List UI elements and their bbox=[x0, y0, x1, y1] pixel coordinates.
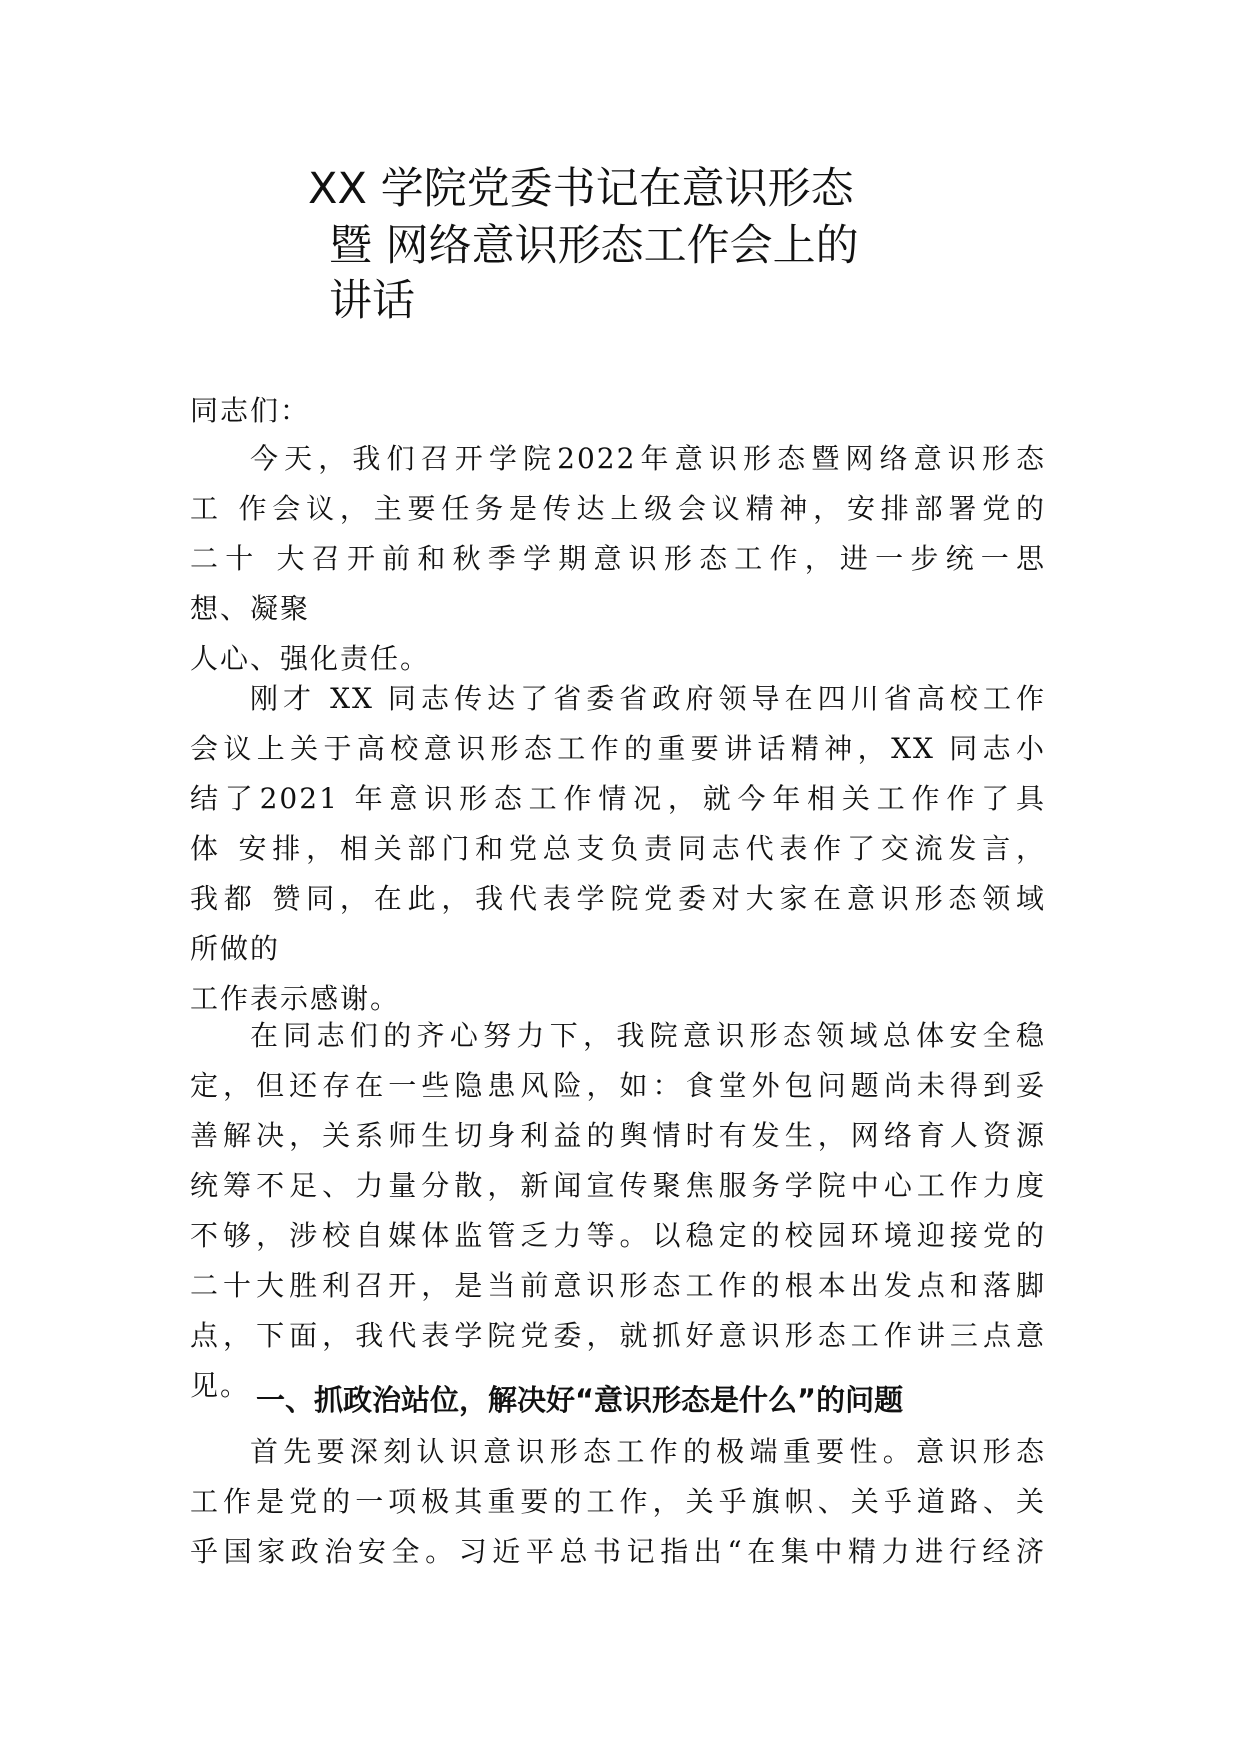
greeting-text: 同志们： bbox=[190, 394, 311, 427]
section-paragraph bbox=[190, 1427, 1046, 1577]
paragraph-line: 在同志们的齐心努力下，我院意识形态领域总体安全稳 bbox=[250, 1019, 1046, 1052]
paragraph-line: 工 作会议，主要任务是传达上级会议精神，安排部署党的 bbox=[190, 492, 1046, 525]
paragraph-line: 见。 bbox=[190, 1369, 251, 1402]
paragraph-line: 二十大胜利召开，是当前意识形态工作的根本出发点和落脚 bbox=[190, 1269, 1046, 1302]
paragraph-line: 今天，我们召开学院2022年意识形态暨网络意识形态 bbox=[250, 442, 1046, 475]
paragraph-line: 体 安排，相关部门和党总支负责同志代表作了交流发言， bbox=[190, 832, 1046, 865]
paragraph-line: 结了2021 年意识形态工作情况，就今年相关工作作了具 bbox=[190, 782, 1046, 815]
paragraph-line: 想、凝聚 bbox=[190, 592, 311, 625]
greeting bbox=[190, 386, 1046, 436]
paragraph-line: 工作是党的一项极其重要的工作，关乎旗帜、关乎道路、关 bbox=[190, 1485, 1046, 1518]
paragraph-line: 不够，涉校自媒体监管乏力等。以稳定的校园环境迎接党的 bbox=[190, 1219, 1046, 1252]
paragraph-line: 统筹不足、力量分散，新闻宣传聚焦服务学院中心工作力度 bbox=[190, 1169, 1046, 1202]
paragraph-line: 定，但还存在一些隐患风险，如：食堂外包问题尚未得到妥 bbox=[190, 1069, 1046, 1102]
paragraph-line: 首先要深刻认识意识形态工作的极端重要性。意识形态 bbox=[250, 1435, 1046, 1468]
paragraph-line: 乎国家政治安全。习近平总书记指出“在集中精力进行经济 bbox=[190, 1535, 1046, 1568]
paragraph-2 bbox=[190, 674, 1046, 1024]
document-title-line-2: 暨 网络意识形态工作会上的 bbox=[329, 221, 859, 271]
paragraph-line: 工作表示感谢。 bbox=[190, 982, 401, 1015]
paragraph-line: 善解决，关系师生切身利益的舆情时有发生，网络育人资源 bbox=[190, 1119, 1046, 1152]
paragraph-line: 刚才 XX 同志传达了省委省政府领导在四川省高校工作 bbox=[250, 682, 1046, 715]
paragraph-line: 会议上关于高校意识形态工作的重要讲话精神，XX 同志小 bbox=[190, 732, 1046, 765]
paragraph-3 bbox=[190, 1011, 1046, 1411]
paragraph-line: 我都 赞同，在此，我代表学院党委对大家在意识形态领域 bbox=[190, 882, 1046, 915]
paragraph-1 bbox=[190, 434, 1046, 684]
document-title-line-1: XX 学院党委书记在意识形态 bbox=[308, 164, 854, 214]
paragraph-line: 人心、强化责任。 bbox=[190, 642, 431, 675]
paragraph-line: 所做的 bbox=[190, 932, 281, 965]
document-title-line-3: 讲话 bbox=[329, 276, 415, 326]
paragraph-line: 点，下面，我代表学院党委，就抓好意识形态工作讲三点意 bbox=[190, 1319, 1046, 1352]
paragraph-line: 二十 大召开前和秋季学期意识形态工作，进一步统一思 bbox=[190, 542, 1046, 575]
section-heading: 一、抓政治站位，解决好“意识形态是什么”的问题 bbox=[256, 1383, 904, 1417]
